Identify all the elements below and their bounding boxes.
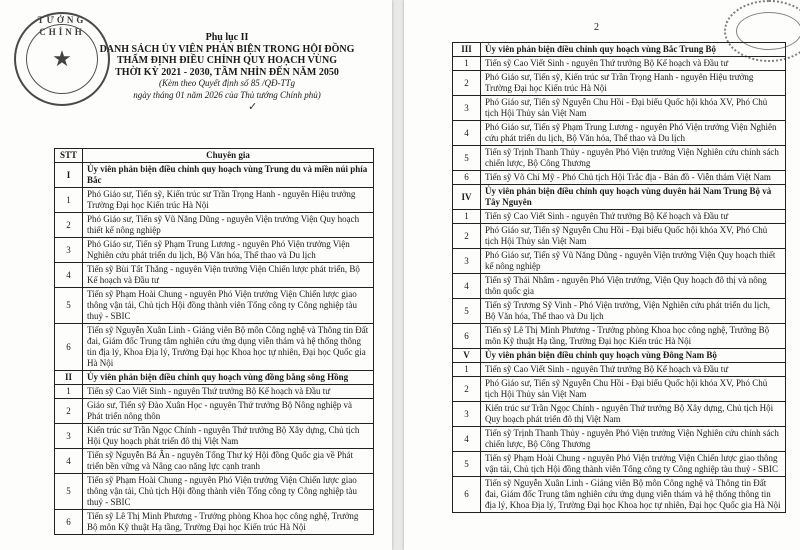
expert-table-left [54,148,374,535]
expert-description: Tiến sỹ Phạm Hoài Chung - nguyên Phó Viện trưởng Viện Chiến lược giao thông vận tải, Chủ tịch Hội đồng thành viên Tổng công ty Công nghiệp tàu thuỷ - SBIC [83,474,374,510]
row-number: 2 [453,377,481,402]
table-body [453,43,786,513]
row-number: 4 [453,121,481,146]
row-number: 2 [55,399,83,424]
page-number: 2 [594,22,599,33]
expert-description: Phó Giáo sư, Tiến sỹ Phạm Trung Lương - nguyên Phó Viện trưởng Viện Nghiên cứu phát triển du lịch, Bộ Văn hóa, Thể thao và Du lịch [481,121,786,146]
decision-line-1: (Kèm theo Quyết định số 85 /QĐ-TTg [159,78,295,88]
group-header-row [453,43,786,57]
row-number: 1 [453,210,481,224]
row-number: 3 [453,402,481,427]
table-row [453,324,786,349]
group-title: Ủy viên phản biện điều chỉnh quy hoạch vùng duyên hải Nam Trung Bộ và Tây Nguyên [481,185,786,210]
table-row [55,424,374,449]
expert-description: Tiến sỹ Phạm Hoài Chung - nguyên Phó Viện trưởng Viện Chiến lược giao thông vận tải, Chủ tịch Hội đồng thành viên Tổng công ty Công nghiệp tàu thuỷ - SBIC [481,452,786,477]
heading-line-1: DANH SÁCH ỦY VIÊN PHẢN BIỆN TRONG HỘI ĐỒNG [99,43,355,55]
table-row [55,288,374,324]
row-number: 2 [453,224,481,249]
table-row [453,377,786,402]
table-row [55,474,374,510]
appendix-label: Phụ lục II [205,32,249,43]
table-row [55,213,374,238]
row-number: 5 [453,452,481,477]
group-title: Ủy viên phản biện điều chỉnh quy hoạch vùng Trung du và miền núi phía Bắc [83,163,374,188]
group-number: V [453,349,481,363]
row-number: 4 [55,263,83,288]
group-title: Ủy viên phản biện điều chỉnh quy hoạch vùng Bắc Trung Bộ [481,43,786,57]
table-row [453,57,786,71]
table-row [453,402,786,427]
expert-description: Giáo sư, Tiến sỹ Đào Xuân Học - nguyên Thứ trưởng Bộ Nông nghiệp và Phát triển nông thôn [83,399,374,424]
expert-description: Tiến sỹ Nguyễn Bá Ân - nguyên Tổng Thư ký Hội đồng Quốc gia về Phát triển bền vững và Nâng cao năng lực cạnh tranh [83,449,374,474]
column-header-stt: STT [55,149,83,163]
expert-description: Tiến sỹ Lê Thị Minh Phương - Trưởng phòng Khoa học công nghệ, Trưởng Bộ môn Kỹ thuật Hạ tầng, Trường Đại học Kiến trúc Hà Nội [481,324,786,349]
row-number: 6 [453,324,481,349]
heading-line-3: THỜI KỲ 2021 - 2030, TẦM NHÌN ĐẾN NĂM 2050 [115,66,339,78]
row-number: 6 [453,171,481,185]
expert-description: Tiến sỹ Trịnh Thanh Thủy - nguyên Phó Viện trưởng Viện Nghiên cứu chính sách chiến lược, Bộ Công Thương [481,146,786,171]
table-row [453,249,786,274]
row-number: 5 [453,299,481,324]
expert-description: Phó Giáo sư, Tiến sỹ Phạm Trung Lương - nguyên Phó Viện trưởng Viện Nghiên cứu phát triển du lịch, Bộ Văn hóa, Thể thao và Du lịch [83,238,374,263]
expert-description: Phó Giáo sư, Tiến sỹ Nguyễn Chu Hồi - Đại biểu Quốc hội khóa XV, Phó Chủ tịch Hội Thủy sản Việt Nam [481,377,786,402]
row-number: 6 [55,324,83,371]
expert-description: Tiến sỹ Bùi Tất Thắng - nguyên Viện trưởng Viện Chiến lược phát triển, Bộ Kế hoạch và Đầu tư [83,263,374,288]
table-row [55,385,374,399]
expert-description: Tiến sỹ Cao Viết Sinh - nguyên Thứ trưởng Bộ Kế hoạch và Đầu tư [83,385,374,399]
table-row [55,510,374,535]
expert-description: Kiến trúc sư Trần Ngọc Chính - nguyên Thứ trưởng Bộ Xây dựng, Chủ tịch Hội Quy hoạch phát triển đô thị Việt Nam [83,424,374,449]
decision-line-2: ngày tháng 01 năm 2026 của Thủ tướng Chính phủ) [133,89,321,100]
signature-mark-icon: ✓ [248,100,258,113]
heading-line-2: THẨM ĐỊNH ĐIỀU CHỈNH QUY HOẠCH VÙNG [116,55,337,66]
table-row [453,427,786,452]
group-header-row [55,371,374,385]
group-number: III [453,43,481,57]
column-header-expert: Chuyên gia [83,149,374,163]
row-number: 1 [55,385,83,399]
table-row [55,399,374,424]
row-number: 1 [55,188,83,213]
expert-description: Phó Giáo sư, Tiến sỹ Nguyễn Chu Hồi - Đại biểu Quốc hội khóa XV, Phó Chủ tịch Hội Thủy sản Việt Nam [481,224,786,249]
row-number: 4 [55,449,83,474]
group-header-row [453,185,786,210]
table-row [55,324,374,371]
expert-description: Tiến sỹ Cao Viết Sinh - nguyên Thứ trưởng Bộ Kế hoạch và Đầu tư [481,210,786,224]
table-row [453,146,786,171]
table-row [55,238,374,263]
row-number: 3 [55,424,83,449]
row-number: 6 [453,477,481,513]
group-title: Ủy viên phản biện điều chỉnh quy hoạch vùng Đông Nam Bộ [481,349,786,363]
row-number: 5 [453,146,481,171]
group-header-row [453,349,786,363]
table-row [453,274,786,299]
expert-description: Phó Giáo sư, Tiến sỹ Nguyễn Chu Hồi - Đại biểu Quốc hội khóa XV, Phó Chủ tịch Hội Thủy sản Việt Nam [481,96,786,121]
table-row [453,171,786,185]
page-heading [82,32,372,101]
group-number: I [55,163,83,188]
table-row [453,477,786,513]
table-row [453,452,786,477]
expert-description: Tiến sỹ Nguyễn Xuân Linh - Giảng viên Bộ môn Công nghệ và Thông tin Đất đai, Giám đốc Trung tâm nghiên cứu ứng dụng viễn thám và hệ thống thông tin địa lý, Khoa Địa lý, Trường Đại học Khoa học tự nhiên, Đại học Quốc gia Hà Nội [481,477,786,513]
row-number: 5 [55,288,83,324]
expert-description: Tiến sỹ Lê Thị Minh Phương - Trưởng phòng Khoa học công nghệ, Trưởng Bộ môn Kỹ thuật Hạ tầng, Trường Đại học Kiến trúc Hà Nội [83,510,374,535]
expert-description: Phó Giáo sư, Tiến sỹ Vũ Năng Dũng - nguyên Viện trưởng Viện Quy hoạch thiết kế nông nghiệp [83,213,374,238]
table-row [453,224,786,249]
row-number: 1 [453,57,481,71]
row-number: 4 [453,274,481,299]
row-number: 1 [453,363,481,377]
row-number: 3 [55,238,83,263]
table-row [453,363,786,377]
expert-description: Tiến sỹ Cao Viết Sinh - nguyên Thứ trưởng Bộ Kế hoạch và Đầu tư [481,57,786,71]
expert-description: Tiến sỹ Thái Nhâm - nguyên Phó Viện trưởng, Viện Quy hoạch đô thị và nông thôn quốc gia [481,274,786,299]
group-number: II [55,371,83,385]
row-number: 5 [55,474,83,510]
row-number: 2 [453,71,481,96]
document-page-2 [404,0,800,550]
expert-description: Phó Giáo sư, Tiến sỹ, Kiến trúc sư Trần Trọng Hanh - nguyên Hiệu trưởng Trường Đại học Kiến trúc Hà Nội [83,188,374,213]
table-row [453,96,786,121]
seal-text: TƯỚNG CHÍNH [37,15,87,37]
table-row [453,299,786,324]
expert-description: Kiến trúc sư Trần Ngọc Chính - nguyên Thứ trưởng Bộ Xây dựng, Chủ tịch Hội Quy hoạch phát triển đô thị Việt Nam [481,402,786,427]
expert-description: Tiến sỹ Trịnh Thanh Thủy - nguyên Phó Viện trưởng Viện Nghiên cứu chính sách chiến lược, Bộ Công Thương [481,427,786,452]
table-body [55,163,374,535]
table-row [55,449,374,474]
row-number: 3 [453,96,481,121]
table-row [55,263,374,288]
row-number: 2 [55,213,83,238]
star-icon: ★ [52,46,72,71]
expert-description: Phó Giáo sư, Tiến sỹ Vũ Năng Dũng - nguyên Viện trưởng Viện Quy hoạch thiết kế nông nghiệp [481,249,786,274]
row-number: 6 [55,510,83,535]
expert-description: Tiến sỹ Nguyễn Xuân Linh - Giảng viên Bộ môn Công nghệ và Thông tin Đất đai, Giám đốc Trung tâm nghiên cứu ứng dụng viễn thám và hệ thống thông tin địa lý, Khoa Địa lý, Trường Đại học Khoa học tự nhiên, Đại học Quốc gia Hà Nội [83,324,374,371]
expert-description: Tiến sỹ Phạm Hoài Chung - nguyên Phó Viện trưởng Viện Chiến lược giao thông vận tải, Chủ tịch Hội đồng thành viên Tổng công ty Công nghiệp tàu thuỷ - SBIC [83,288,374,324]
expert-description: Phó Giáo sư, Tiến sỹ, Kiến trúc sư Trần Trọng Hanh - nguyên Hiệu trưởng Trường Đại học Kiến trúc Hà Nội [481,71,786,96]
expert-table-right [452,42,786,513]
table-row [55,188,374,213]
group-header-row [55,163,374,188]
row-number: 3 [453,249,481,274]
row-number: 4 [453,427,481,452]
expert-description: Tiến sỹ Võ Chí Mỹ - Phó Chủ tịch Hội Trắc địa - Bản đồ - Viễn thám Việt Nam [481,171,786,185]
expert-description: Tiến sỹ Cao Viết Sinh - nguyên Thứ trưởng Bộ Kế hoạch và Đầu tư [481,363,786,377]
table-row [453,71,786,96]
group-title: Ủy viên phản biện điều chỉnh quy hoạch vùng đồng bằng sông Hồng [83,371,374,385]
expert-description: Tiến sỹ Trương Sỹ Vinh - Phó Viện trưởng, Viện Nghiên cứu phát triển du lịch, Bộ Văn hóa, Thể thao và Du lịch [481,299,786,324]
group-number: IV [453,185,481,210]
table-row [453,210,786,224]
document-page-1 [0,0,392,550]
table-row [453,121,786,146]
